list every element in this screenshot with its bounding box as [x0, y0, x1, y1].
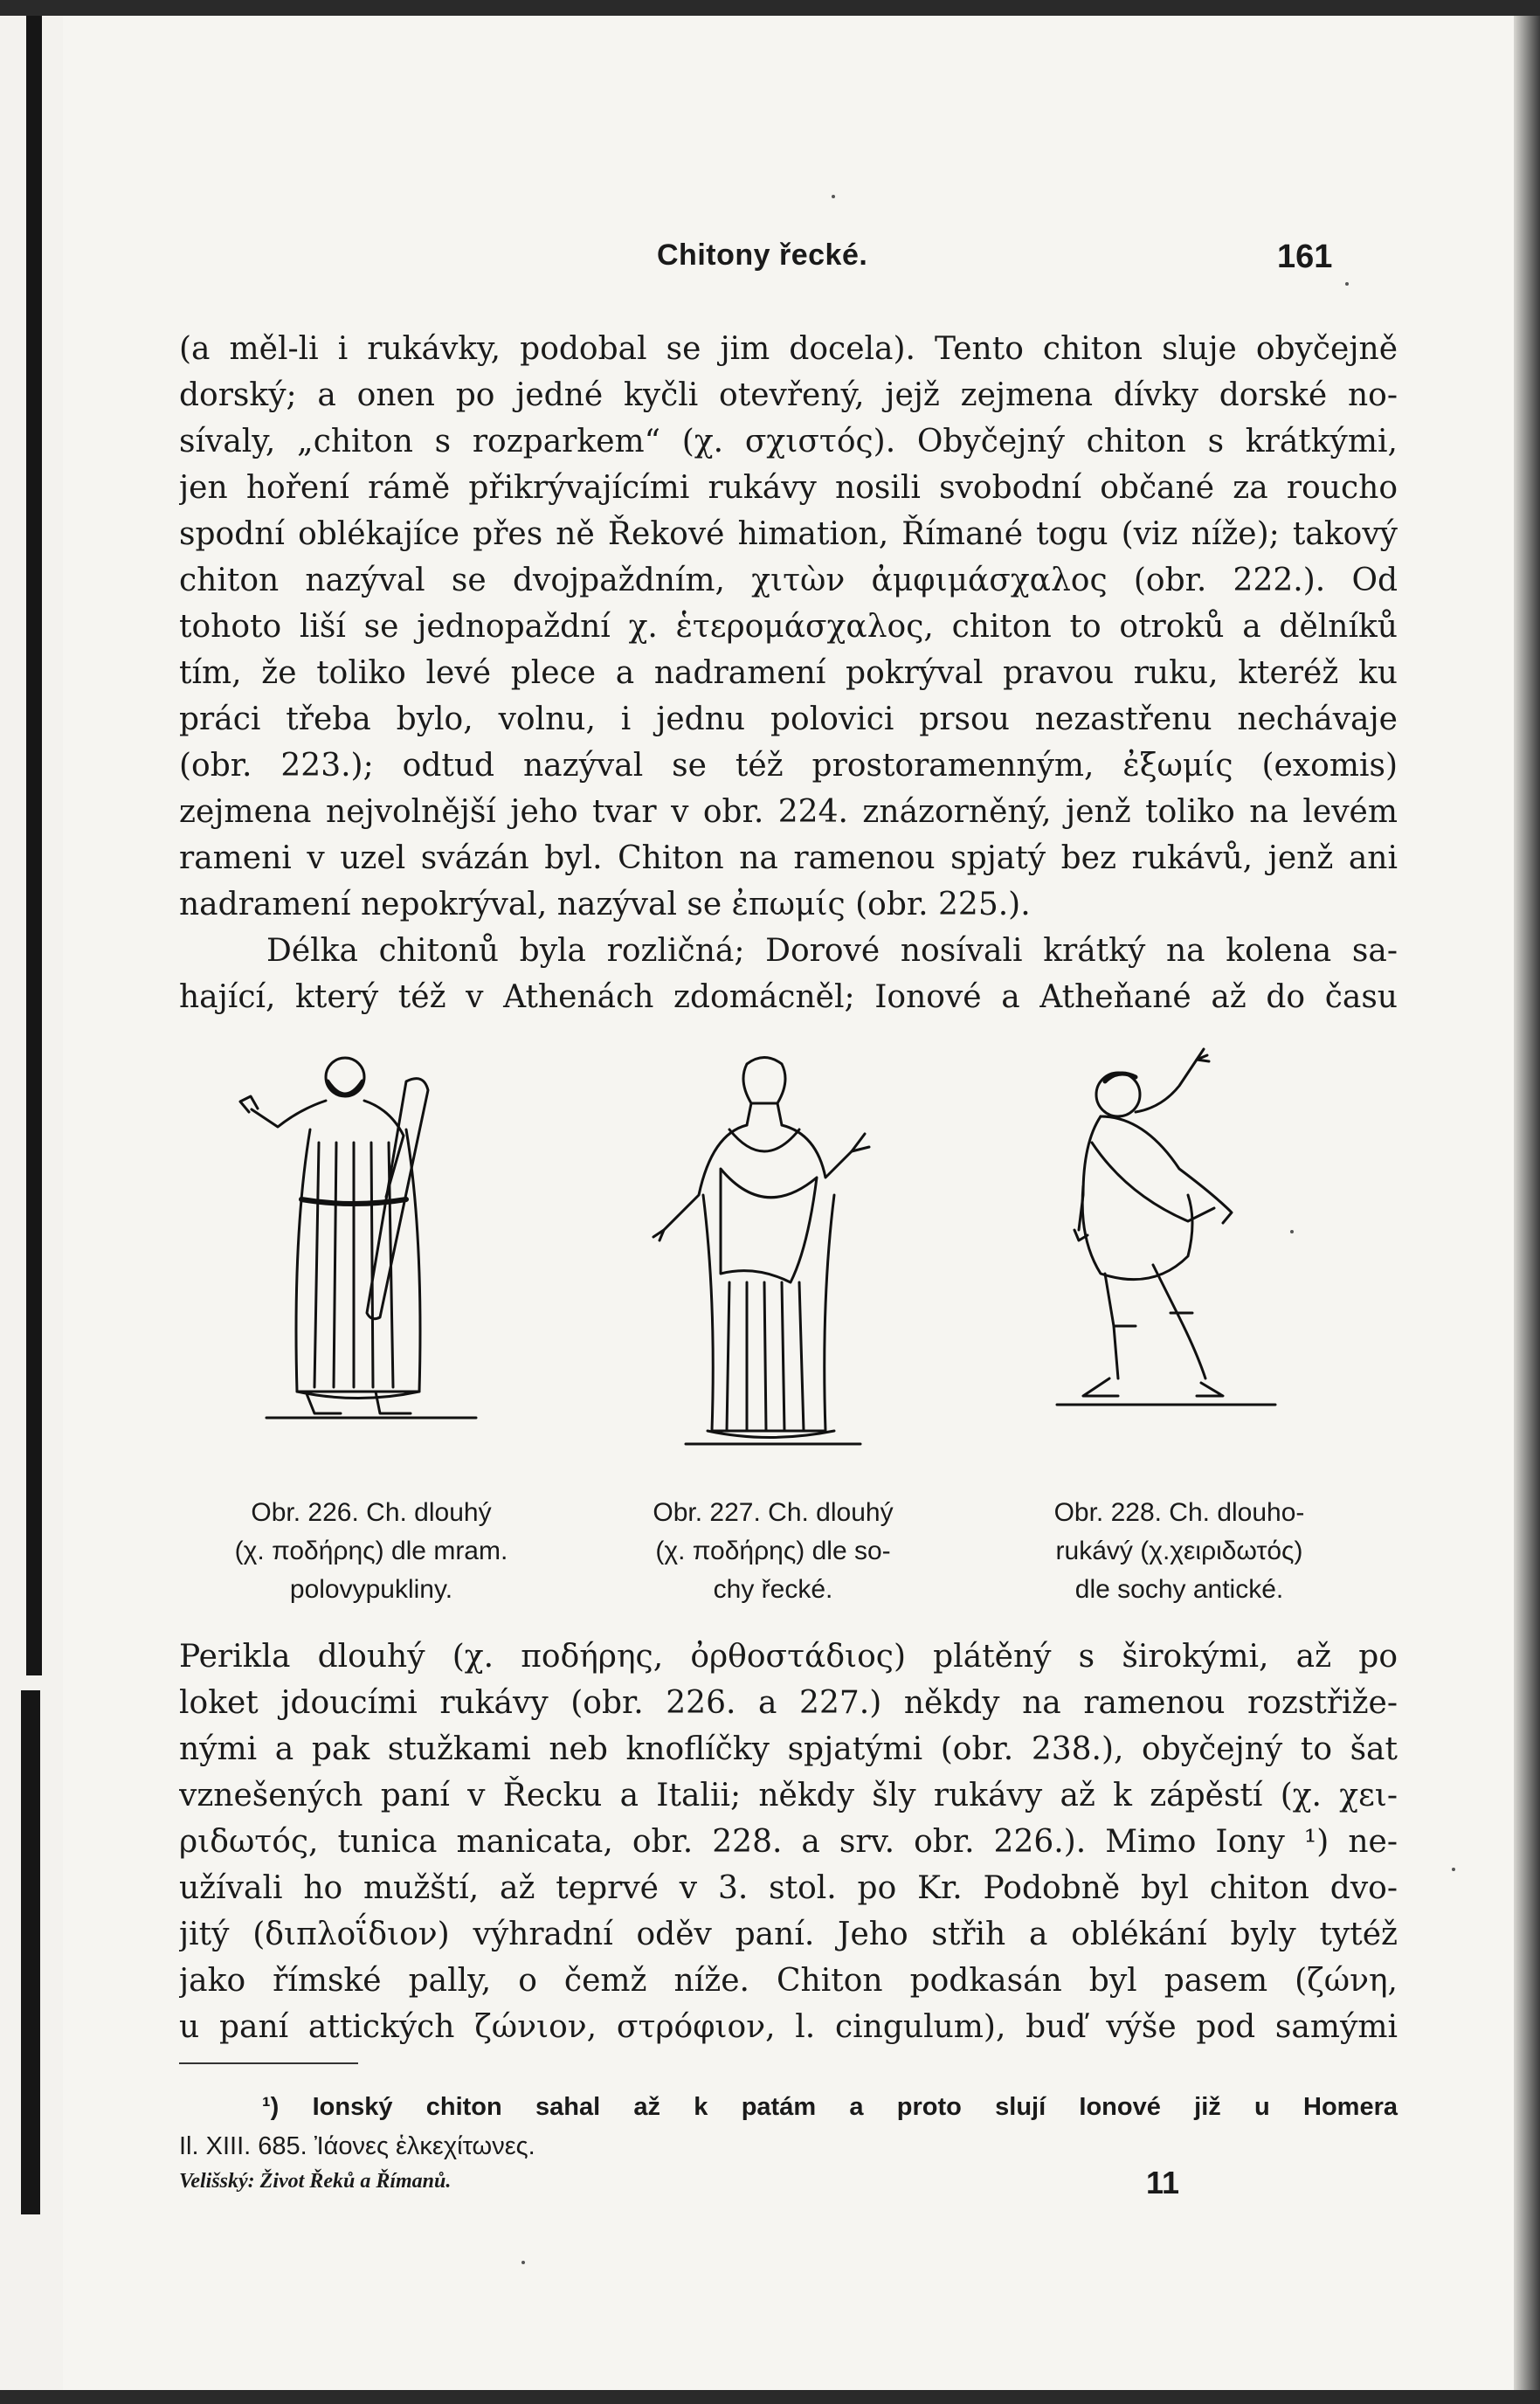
text-line: u paní attických ζώνιον, στρόφιον, l. cingulum), buď výše pod samými: [179, 2009, 1398, 2045]
print-speck: [832, 195, 835, 198]
text-line: dorský; a onen po jedné kyčli otevřený, jejž zejmena dívky dorské no-: [179, 377, 1398, 413]
footnote-rule: [179, 2062, 358, 2064]
figure-227: [581, 1047, 965, 1623]
caption-line: (χ. ποδήρης) dle so-: [655, 1537, 891, 1565]
text-line: Délka chitonů byla rozličná; Dorové nosívali krátký na kolena sa-: [266, 933, 1398, 969]
book-spine-shadow: [26, 16, 42, 1675]
text-line: zejmena nejvolnější jeho tvar v obr. 224. znázorněný, jenž toliko na levém: [179, 794, 1398, 830]
dancing-man-sleeved-chiton-illustration: [1022, 1047, 1336, 1483]
text-line: tohoto liší se jednopaždní χ. ἑτερομάσχαλος, chiton to otroků a dělníků: [179, 609, 1398, 645]
book-page: [63, 16, 1514, 2390]
scan-top-edge: [0, 0, 1540, 16]
text-line: práci třeba bylo, volnu, i jednu polovici prsou nezastřenu nechávaje: [179, 701, 1398, 737]
text-line: sívaly, „chiton s rozparkem“ (χ. σχιστός). Obyčejný chiton s krátkými,: [179, 424, 1398, 459]
text-line: Perikla dlouhý (χ. ποδήρης, ὀρθοστάδιος) plátěný s širokými, až po: [179, 1639, 1398, 1675]
paragraph-2: [179, 1634, 1398, 2050]
woman-long-chiton-illustration: [616, 1047, 930, 1483]
text-line: loket jdoucími rukávy (obr. 226. a 227.) někdy na ramenou rozstřiže-: [179, 1685, 1398, 1721]
caption-line: Obr. 227. Ch. dlouhý: [653, 1498, 894, 1527]
text-line: spodní oblékajíce přes ně Řekové himation, Římané togu (viz níže); takový: [179, 516, 1398, 552]
figure-226: [179, 1047, 563, 1623]
caption-line: polovypukliny.: [289, 1575, 453, 1604]
caption-line: rukávý (χ.χειριδωτός): [1055, 1537, 1303, 1565]
caption-line: chy řecké.: [713, 1575, 833, 1604]
print-speck: [521, 2261, 525, 2264]
figure-caption: [987, 1494, 1371, 1609]
figure-caption: [179, 1494, 563, 1609]
text-line: (obr. 223.); odtud nazýval se též prostoramenným, ἐξωμίς (exomis): [179, 748, 1398, 784]
bearded-man-long-chiton-illustration: [214, 1047, 528, 1483]
figure-row: [179, 1047, 1398, 1623]
footnote: [179, 2088, 1398, 2166]
text-line: chiton nazýval se dvojpaždním, χιτὼν ἀμφιμάσχαλος (obr. 222.). Od: [179, 563, 1398, 598]
print-speck: [1290, 1230, 1294, 1233]
text-line: ριδωτός, tunica manicata, obr. 228. a srv. obr. 226.). Mimo Iony ¹) ne-: [179, 1824, 1398, 1860]
paragraph-1: [179, 326, 1398, 1020]
text-line: rameni v uzel svázán byl. Chiton na ramenou spjatý bez rukávů, jenž ani: [179, 840, 1398, 876]
page-title: Chitony řecké.: [657, 238, 868, 272]
print-speck: [1452, 1868, 1455, 1871]
text-line: vznešených paní v Řecku a Italii; někdy šly rukávy až k zápěstí (χ. χει-: [179, 1778, 1398, 1813]
signature-mark: Velišský: Život Řeků a Římanů.: [179, 2170, 452, 2193]
text-line: užívali ho mužští, až teprvé v 3. stol. po Kr. Podobně byl chiton dvo-: [179, 1870, 1398, 1906]
caption-line: Obr. 228. Ch. dlouho-: [1053, 1498, 1305, 1527]
running-header: [63, 238, 1514, 282]
caption-line: dle sochy antické.: [1074, 1575, 1284, 1604]
caption-line: Obr. 226. Ch. dlouhý: [251, 1498, 492, 1527]
text-line: tím, že toliko levé plece a nadramení pokrýval pravou ruku, kteréž ku: [179, 655, 1398, 691]
figure-228: [987, 1047, 1371, 1623]
footnote-line: Il. XIII. 685. Ἰάονες ἑλκεχίτωνες.: [179, 2132, 535, 2160]
scan-bottom-edge: [0, 2390, 1540, 2404]
text-line: jako římské pally, o čemž níže. Chiton podkasán byl pasem (ζώνη,: [179, 1963, 1398, 1999]
text-line: (a měl-li i rukávky, podobal se jim docela). Tento chiton sluje obyčejně: [179, 331, 1398, 367]
caption-line: (χ. ποδήρης) dle mram.: [234, 1537, 508, 1565]
footnote-line: ¹) Ionský chiton sahal až k patám a proto slují Ionové již u Homera: [262, 2093, 1398, 2121]
text-line: hající, který též v Athenách zdomácněl; Ionové a Atheňané až do času: [179, 979, 1398, 1015]
scan-right-edge: [1514, 16, 1540, 2390]
book-spine-shadow-lower: [21, 1690, 40, 2214]
text-line: jitý (διπλοΐδιον) výhradní oděv paní. Jeho střih a oblékání byly tytéž: [179, 1917, 1398, 1952]
print-speck: [1345, 282, 1349, 286]
text-line: nadramení nepokrýval, nazýval se ἐπωμίς (obr. 225.).: [179, 887, 1031, 922]
text-line: jen hoření rámě přikrývajícími rukávy nosili svobodní občané za roucho: [179, 470, 1398, 506]
page-number: 161: [1277, 238, 1333, 275]
sheet-number: 11: [1146, 2165, 1180, 2200]
figure-caption: [581, 1494, 965, 1609]
text-line: nými a pak stužkami neb knoflíčky spjatými (obr. 238.), obyčejný to šat: [179, 1731, 1398, 1767]
